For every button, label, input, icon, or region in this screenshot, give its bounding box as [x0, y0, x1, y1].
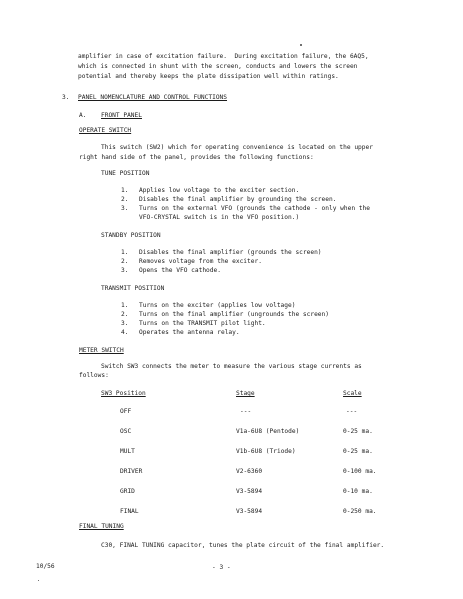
table-cell-stage: --- [240, 408, 252, 415]
final-tuning-para: C30, FINAL TUNING capacitor, tunes the plate circuit of the final amplifier. [101, 542, 385, 549]
transmit-item-3-text: Turns on the TRANSMIT pilot light. [139, 320, 266, 327]
tune-position-heading: TUNE POSITION [101, 170, 150, 177]
transmit-position-heading: TRANSMIT POSITION [101, 285, 165, 292]
operate-para-line-2: right hand side of the panel, provides the following functions: [79, 154, 314, 161]
table-cell-position: DRIVER [120, 468, 143, 475]
operate-para-line-1: This switch (SW2) which for operating convenience is located on the upper [101, 144, 373, 151]
final-tuning-heading: FINAL TUNING [79, 523, 124, 530]
section-title: PANEL NOMENCLATURE AND CONTROL FUNCTIONS [78, 94, 228, 101]
standby-item-1-num: 1. [121, 249, 129, 256]
table-cell-stage: V2-6360 [236, 468, 263, 475]
table-cell-position: OFF [120, 408, 132, 415]
table-cell-stage: V1b-6U8 (Triode) [236, 448, 296, 455]
table-cell-position: OSC [120, 428, 132, 435]
scan-speck [38, 580, 39, 581]
transmit-item-4-text: Operates the antenna relay. [139, 329, 240, 336]
column-header-position: SW3 Position [101, 390, 146, 397]
table-cell-position: FINAL [120, 508, 139, 515]
standby-item-2-num: 2. [121, 258, 129, 265]
transmit-item-2-num: 2. [121, 311, 129, 318]
tune-item-1-text: Applies low voltage to the exciter section. [139, 187, 300, 194]
standby-item-1-text: Disables the final amplifier (grounds the screen) [139, 249, 322, 256]
table-cell-stage: V1a-6U8 (Pentode) [236, 428, 300, 435]
standby-position-heading: STANDBY POSITION [101, 232, 161, 239]
table-cell-scale: 0-10 ma. [343, 488, 373, 495]
scan-speck [300, 44, 302, 46]
table-cell-scale: 0-25 ma. [343, 448, 373, 455]
tune-item-1-num: 1. [121, 187, 129, 194]
intro-line-2: which is connected in shunt with the screen, conducts and lowers the screen [78, 63, 358, 70]
tune-item-3-num: 3. [121, 205, 129, 212]
intro-line-3: potential and thereby keeps the plate dissipation well within ratings. [78, 73, 339, 80]
subsection-letter: A. [79, 112, 87, 119]
column-header-stage: Stage [236, 390, 255, 397]
standby-item-2-text: Removes voltage from the exciter. [139, 258, 262, 265]
subsection-title: FRONT PANEL [101, 112, 142, 119]
table-cell-scale: --- [346, 408, 358, 415]
table-cell-position: GRID [120, 488, 135, 495]
section-number: 3. [62, 94, 70, 101]
footer-date: 10/56 [36, 563, 55, 570]
table-cell-position: MULT [120, 448, 135, 455]
transmit-item-3-num: 3. [121, 320, 129, 327]
table-cell-scale: 0-100 ma. [343, 468, 377, 475]
standby-item-3-num: 3. [121, 267, 129, 274]
transmit-item-4-num: 4. [121, 329, 129, 336]
column-header-scale: Scale [343, 390, 362, 397]
meter-para-line-2: follows: [79, 372, 109, 379]
tune-item-2-num: 2. [121, 196, 129, 203]
table-cell-scale: 0-250 ma. [343, 508, 377, 515]
operate-switch-heading: OPERATE SWITCH [79, 127, 132, 134]
meter-switch-heading: METER SWITCH [79, 347, 124, 354]
intro-line-1: amplifier in case of excitation failure. During excitation failure, the 6AQ5, [78, 53, 369, 60]
tune-item-3-continuation: VFO-CRYSTAL switch is in the VFO position.) [139, 214, 300, 221]
page-number: - 3 - [212, 564, 231, 571]
transmit-item-1-num: 1. [121, 302, 129, 309]
table-cell-stage: V3-5894 [236, 508, 263, 515]
table-cell-stage: V3-5894 [236, 488, 263, 495]
transmit-item-1-text: Turns on the exciter (applies low voltage) [139, 302, 296, 309]
table-cell-scale: 0-25 ma. [343, 428, 373, 435]
tune-item-3-text: Turns on the external VFO (grounds the cathode - only when the [139, 205, 370, 212]
meter-para-line-1: Switch SW3 connects the meter to measure the various stage currents as [101, 363, 362, 370]
transmit-item-2-text: Turns on the final amplifier (ungrounds the screen) [139, 311, 329, 318]
tune-item-2-text: Disables the final amplifier by grounding the screen. [139, 196, 337, 203]
standby-item-3-text: Opens the VFO cathode. [139, 267, 221, 274]
